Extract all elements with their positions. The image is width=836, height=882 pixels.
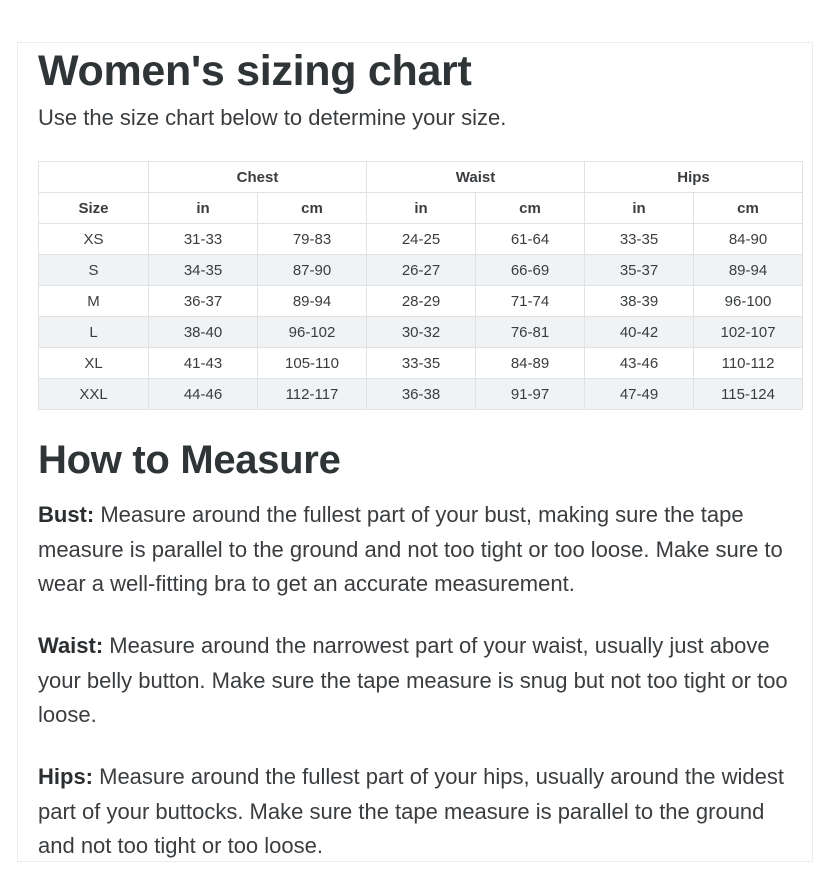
- chest-cm-header: cm: [258, 193, 367, 224]
- size-cell: XS: [39, 224, 149, 255]
- table-cell: 105-110: [258, 348, 367, 379]
- table-cell: 84-89: [476, 348, 585, 379]
- table-cell: 91-97: [476, 379, 585, 410]
- size-header: Size: [39, 193, 149, 224]
- size-chart-table: [38, 161, 803, 410]
- table-cell: 38-39: [585, 286, 694, 317]
- table-cell: 89-94: [258, 286, 367, 317]
- table-cell: 28-29: [367, 286, 476, 317]
- empty-corner-cell: [39, 162, 149, 193]
- size-guide-card: [17, 42, 813, 862]
- waist-cm-header: cm: [476, 193, 585, 224]
- hips-cm-header: cm: [694, 193, 803, 224]
- table-cell: 84-90: [694, 224, 803, 255]
- waist-instructions: [38, 629, 806, 733]
- table-row: [39, 379, 803, 410]
- table-row: [39, 255, 803, 286]
- table-cell: 87-90: [258, 255, 367, 286]
- bust-label: Bust:: [38, 502, 95, 527]
- table-row: [39, 286, 803, 317]
- table-cell: 24-25: [367, 224, 476, 255]
- table-cell: 66-69: [476, 255, 585, 286]
- table-cell: 79-83: [258, 224, 367, 255]
- waist-in-header: in: [367, 193, 476, 224]
- table-cell: 31-33: [149, 224, 258, 255]
- table-cell: 33-35: [367, 348, 476, 379]
- size-cell: XXL: [39, 379, 149, 410]
- chest-in-header: in: [149, 193, 258, 224]
- unit-header-row: [39, 193, 803, 224]
- chest-header: Chest: [149, 162, 367, 193]
- table-cell: 89-94: [694, 255, 803, 286]
- table-cell: 115-124: [694, 379, 803, 410]
- table-cell: 33-35: [585, 224, 694, 255]
- how-to-measure-title: How to Measure: [38, 438, 341, 482]
- table-cell: 96-100: [694, 286, 803, 317]
- table-cell: 71-74: [476, 286, 585, 317]
- size-cell: XL: [39, 348, 149, 379]
- table-cell: 61-64: [476, 224, 585, 255]
- hips-header: Hips: [585, 162, 803, 193]
- table-cell: 34-35: [149, 255, 258, 286]
- waist-header: Waist: [367, 162, 585, 193]
- group-header-row: [39, 162, 803, 193]
- size-cell: S: [39, 255, 149, 286]
- table-row: [39, 317, 803, 348]
- waist-label: Waist:: [38, 633, 104, 658]
- bust-text: Measure around the fullest part of your bust, making sure the tape measure is parallel to the ground and not too tight or too loose. Make sure to wear a well-fitting bra to get an accurate measurement.: [38, 502, 783, 596]
- bust-instructions: [38, 498, 806, 602]
- size-cell: M: [39, 286, 149, 317]
- hips-text: Measure around the fullest part of your hips, usually around the widest part of your buttocks. Make sure the tape measure is parallel to the ground and not too tight or too loose.: [38, 764, 784, 858]
- table-cell: 76-81: [476, 317, 585, 348]
- table-cell: 110-112: [694, 348, 803, 379]
- table-row: [39, 348, 803, 379]
- table-cell: 96-102: [258, 317, 367, 348]
- table-cell: 44-46: [149, 379, 258, 410]
- table-cell: 30-32: [367, 317, 476, 348]
- page-title: Women's sizing chart: [38, 47, 472, 95]
- table-cell: 40-42: [585, 317, 694, 348]
- waist-text: Measure around the narrowest part of your waist, usually just above your belly button. Make sure the tape measure is snug but not too tight or too loose.: [38, 633, 788, 727]
- hips-in-header: in: [585, 193, 694, 224]
- table-cell: 35-37: [585, 255, 694, 286]
- page-subtitle: Use the size chart below to determine your size.: [38, 105, 507, 130]
- table-cell: 47-49: [585, 379, 694, 410]
- hips-label: Hips:: [38, 764, 93, 789]
- table-cell: 43-46: [585, 348, 694, 379]
- size-cell: L: [39, 317, 149, 348]
- table-row: [39, 224, 803, 255]
- table-cell: 102-107: [694, 317, 803, 348]
- table-cell: 112-117: [258, 379, 367, 410]
- table-cell: 41-43: [149, 348, 258, 379]
- hips-instructions: [38, 760, 806, 864]
- table-cell: 36-37: [149, 286, 258, 317]
- table-cell: 38-40: [149, 317, 258, 348]
- table-cell: 36-38: [367, 379, 476, 410]
- table-cell: 26-27: [367, 255, 476, 286]
